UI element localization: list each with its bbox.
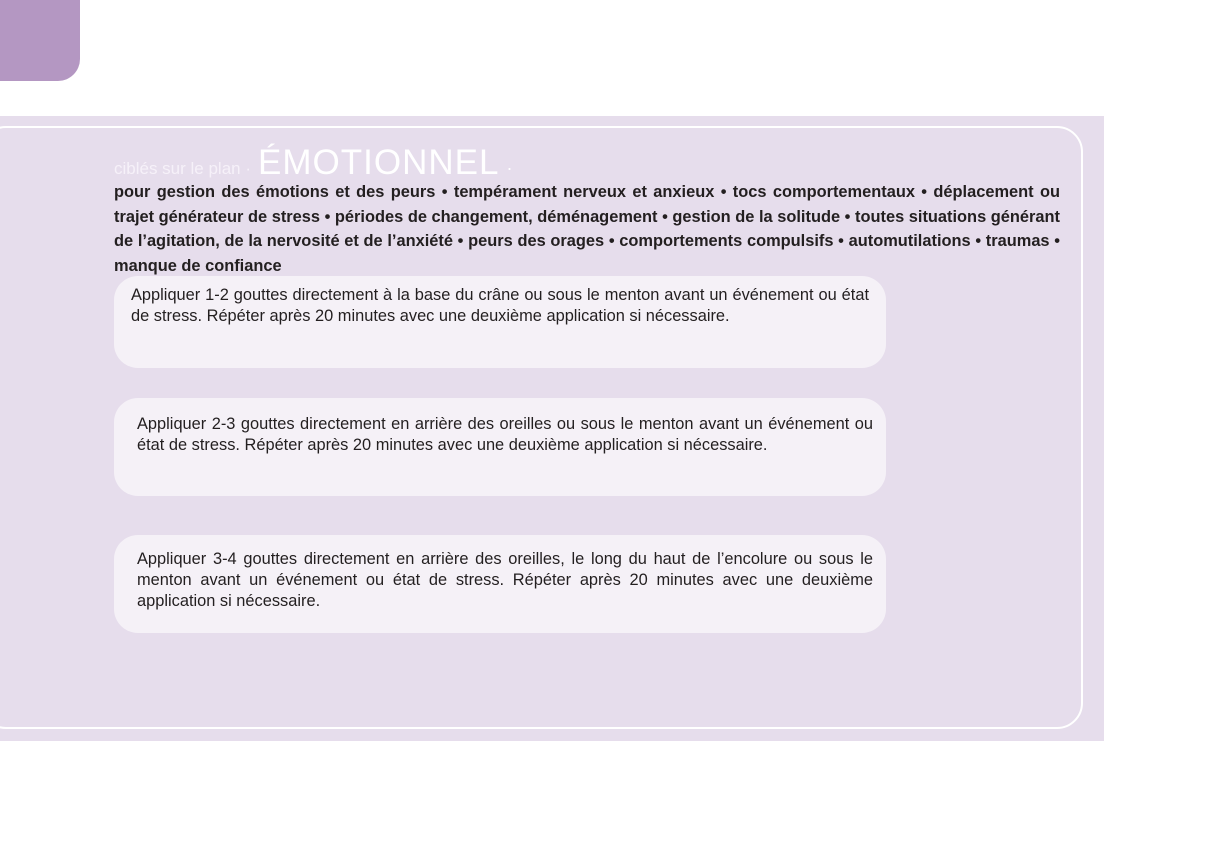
corner-tab-decoration <box>0 0 80 81</box>
indications-paragraph: pour gestion des émotions et des peurs • tempérament nerveux et anxieux • tocs comportementaux • déplacement ou trajet générateur de stress • périodes de changement, déménagement • gestion de la solitude • toutes situations générant de l’agitation, de la nervosité et de l’anxiété • peurs des orages • comportements compulsifs • automutilations • traumas • manque de confiance <box>114 183 1060 275</box>
instruction-text-2: Appliquer 2-3 gouttes directement en arrière des oreilles ou sous le menton avant un événement ou état de stress. Répéter après 20 minutes avec une deuxième application si nécessaire. <box>137 415 873 454</box>
instruction-card-3 <box>114 535 886 633</box>
heading-suffix: · <box>506 158 513 178</box>
instruction-text-3: Appliquer 3-4 gouttes directement en arrière des oreilles, le long du haut de l’encolure ou sous le menton avant un événement ou état de stress. Répéter après 20 minutes avec une deuxième application si nécessaire. <box>137 550 873 610</box>
heading-prefix: ciblés sur le plan · <box>114 159 252 178</box>
instruction-card-1 <box>114 276 886 368</box>
instruction-card-2 <box>114 398 886 496</box>
heading-title: ÉMOTIONNEL <box>258 143 500 182</box>
section-heading <box>114 140 512 180</box>
instruction-text-1: Appliquer 1-2 gouttes directement à la base du crâne ou sous le menton avant un événement ou état de stress. Répéter après 20 minutes avec une deuxième application si nécessaire. <box>131 286 869 325</box>
